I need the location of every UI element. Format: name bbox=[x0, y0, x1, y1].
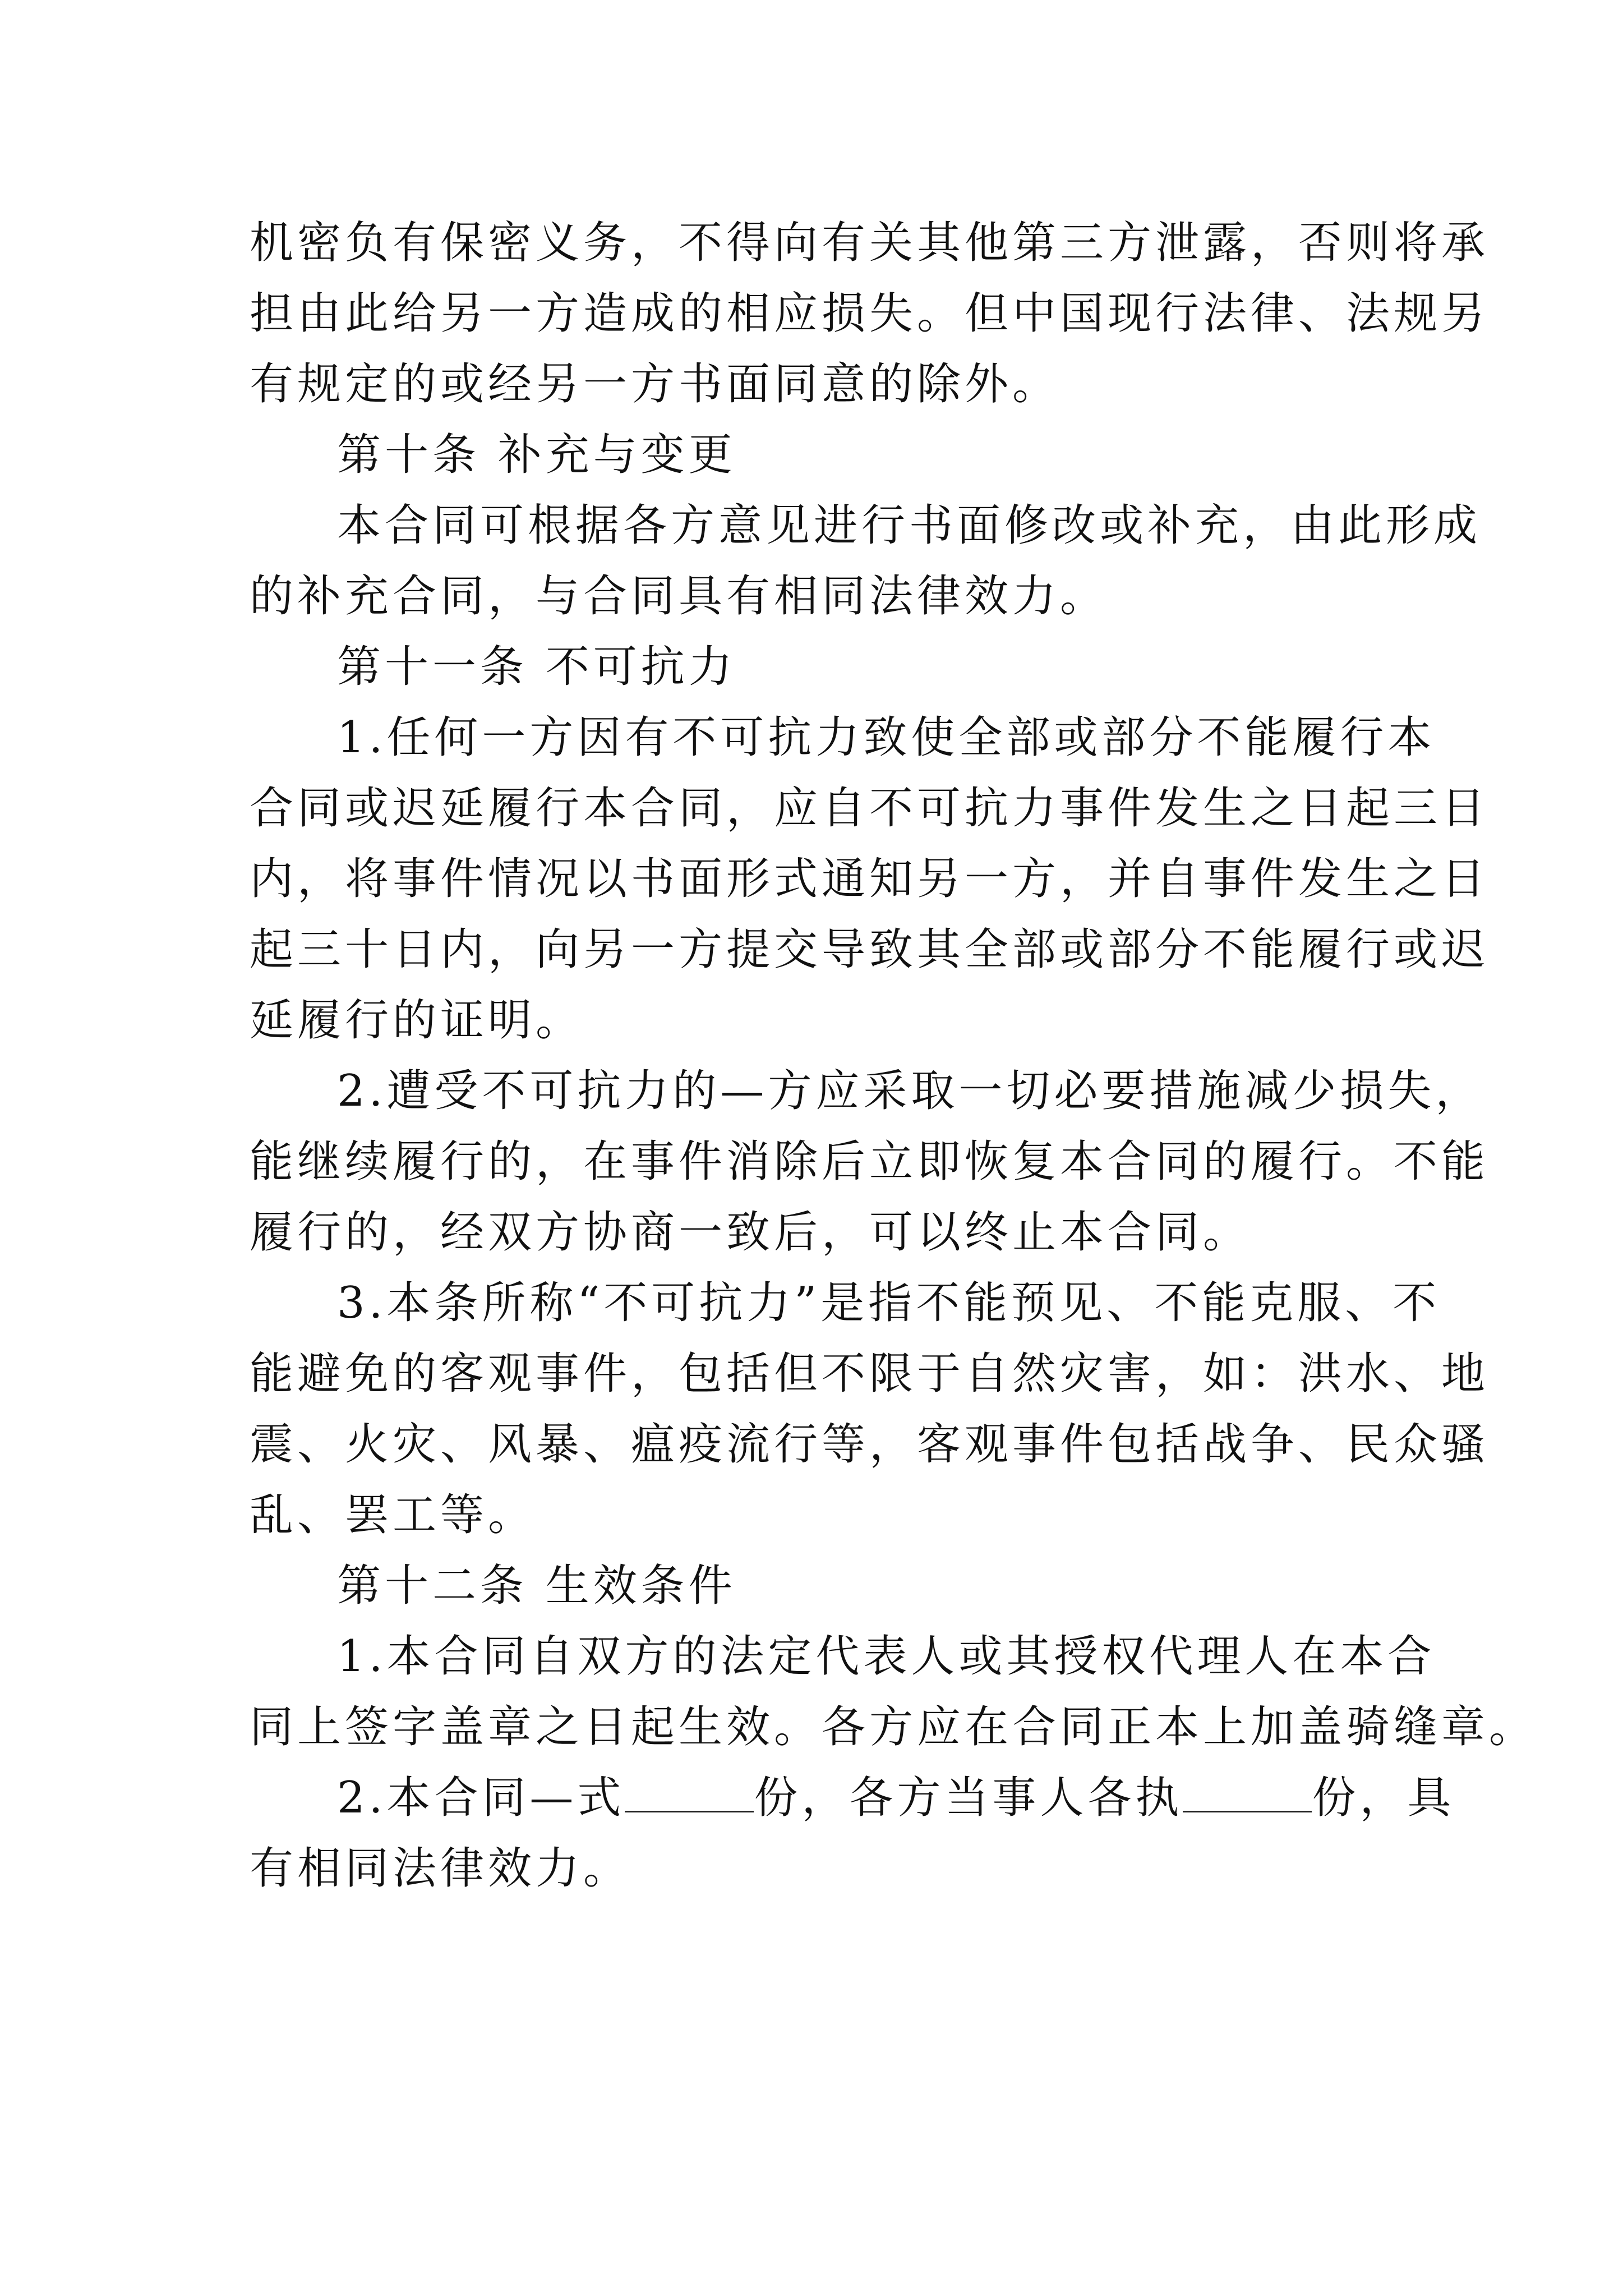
copies-text-2: 份，各方当事人各执 bbox=[754, 1773, 1183, 1823]
text-line: 震、火灾、风暴、瘟疫流行等，客观事件包括战争、民众骚 bbox=[250, 1419, 1490, 1470]
text-line: 能继续履行的，在事件消除后立即恢复本合同的履行。不能 bbox=[250, 1137, 1490, 1187]
text-line: 1.本合同自双方的法定代表人或其授权代理人在本合 bbox=[337, 1631, 1436, 1682]
text-line: 2.遭受不可抗力的—方应采取一切必要措施减少损失， bbox=[337, 1066, 1483, 1116]
fill-in-blank bbox=[1183, 1772, 1312, 1812]
text-line: 1.任何一方因有不可抗力致使全部或部分不能履行本 bbox=[337, 712, 1436, 763]
text-line: 内，将事件情况以书面形式通知另一方，并自事件发生之日 bbox=[250, 854, 1490, 904]
text-line: 延履行的证明。 bbox=[250, 995, 584, 1046]
copies-text-1: 2.本合同—式 bbox=[337, 1773, 625, 1823]
text-line: 本合同可根据各方意见进行书面修改或补充，由此形成 bbox=[337, 500, 1482, 551]
text-line: 的补充合同，与合同具有相同法律效力。 bbox=[250, 571, 1108, 622]
text-line: 有相同法律效力。 bbox=[250, 1843, 631, 1894]
text-line: 担由此给另一方造成的相应损失。但中国现行法律、法规另 bbox=[250, 288, 1490, 339]
copies-text-3: 份，具 bbox=[1312, 1773, 1455, 1823]
text-line: 有规定的或经另一方书面同意的除外。 bbox=[250, 359, 1061, 409]
text-line: 起三十日内，向另一方提交导致其全部或部分不能履行或迟 bbox=[250, 924, 1490, 975]
document-body bbox=[250, 208, 1537, 1904]
text-line: 能避免的客观事件，包括但不限于自然灾害，如：洪水、地 bbox=[250, 1349, 1490, 1399]
text-line: 3.本条所称“不可抗力”是指不能预见、不能克服、不 bbox=[337, 1278, 1441, 1328]
text-line: 同上签字盖章之日起生效。各方应在合同正本上加盖骑缝章。 bbox=[250, 1702, 1537, 1752]
text-line: 合同或迟延履行本合同，应自不可抗力事件发生之日起三日 bbox=[250, 783, 1490, 834]
article-heading-11: 第十一条 不可抗力 bbox=[337, 642, 736, 692]
article-heading-12: 第十二条 生效条件 bbox=[337, 1561, 736, 1611]
copies-line bbox=[250, 1763, 1455, 1833]
fill-in-blank bbox=[625, 1772, 754, 1812]
text-line: 履行的，经双方协商一致后，可以终止本合同。 bbox=[250, 1207, 1251, 1258]
text-line: 机密负有保密义务，不得向有关其他第三方泄露，否则将承 bbox=[250, 218, 1490, 268]
text-line: 乱、罢工等。 bbox=[250, 1490, 536, 1540]
article-heading-10: 第十条 补充与变更 bbox=[337, 430, 736, 480]
